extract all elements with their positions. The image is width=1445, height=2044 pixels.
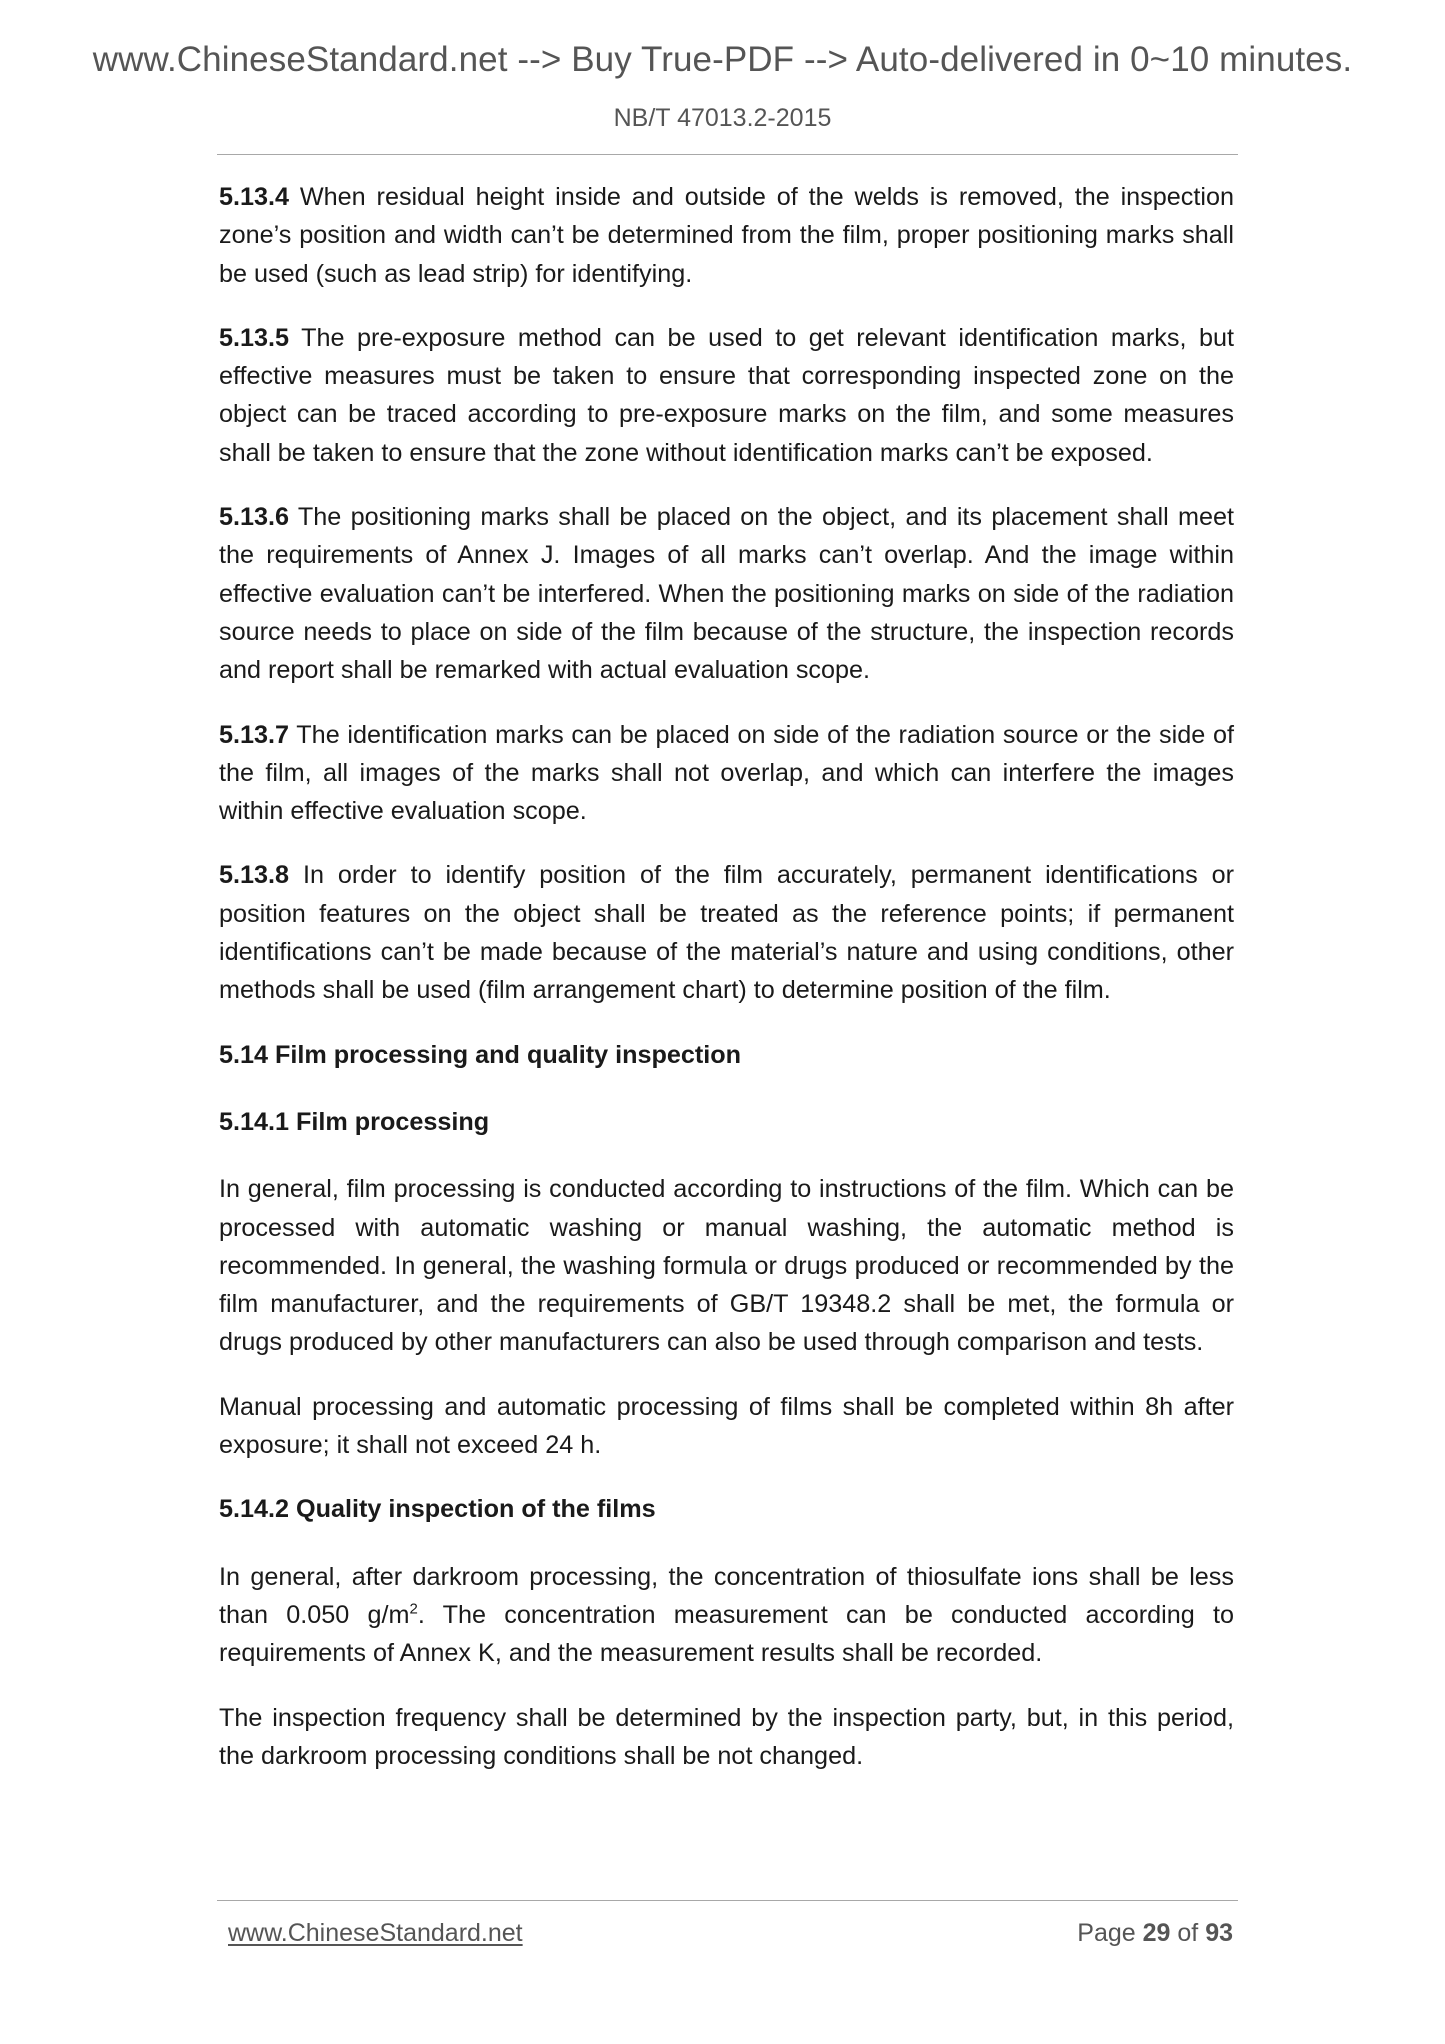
page-label: Page [1077,1919,1136,1947]
quality-inspection-paragraph-1 [219,1558,1234,1673]
quality-text-before: In general, after darkroom processing, the concentration of thiosulfate ions shall be less than 0.050 g/m [219,1562,1234,1629]
clause-text: When residual height inside and outside of the welds is removed, the inspection zone’s position and width can’t be determined from the film, proper positioning marks shall be used (such as lead strip) for identifying. [219,183,1234,288]
site-banner: www.ChineseStandard.net --> Buy True-PDF --> Auto-delivered in 0~10 minutes. [92,40,1353,79]
section-heading-5-14: 5.14 Film processing and quality inspection [219,1040,742,1069]
standard-number: NB/T 47013.2-2015 [613,104,832,132]
quality-text-after: . The concentration measurement can be conducted according to requirements of Annex K, and the measurement results shall be recorded. [219,1600,1234,1668]
clause-5-13-5 [219,319,1234,472]
film-processing-paragraph-1: In general, film processing is conducted according to instructions of the film. Which can be processed with automatic washing or manual washing, the automatic method is recommended. In general, the washing formula or drugs produced or recommended by the film manufacturer, and the requirements of GB/T 19348.2 shall be met, the formula or drugs produced by other manufacturers can also be used through comparison and tests. [219,1175,1234,1357]
clause-number: 5.13.4 [219,183,290,211]
clause-5-13-8 [219,856,1234,1009]
document-body [219,178,1234,1801]
clause-5-13-7 [219,716,1234,831]
clause-number: 5.13.7 [219,720,290,749]
clause-text: The identification marks can be placed on side of the radiation source or the side of the film, all images of the marks shall not overlap, and which can interfere the images within effective evaluation scope. [219,720,1234,826]
section-heading-5-14-1: 5.14.1 Film processing [219,1107,490,1136]
page-total: 93 [1205,1919,1233,1947]
clause-number: 5.13.5 [219,323,290,352]
clause-number: 5.13.6 [219,503,290,532]
header-divider [217,154,1238,155]
quality-inspection-paragraph-2: The inspection frequency shall be determined by the inspection party, but, in this period, the darkroom processing conditions shall be not changed. [219,1703,1234,1770]
footer-site-link[interactable]: www.ChineseStandard.net [228,1919,523,1947]
clause-5-13-6 [219,498,1234,689]
unit-exponent: 2 [409,1600,418,1618]
clause-text: In order to identify position of the film accurately, permanent identifications or position features on the object shall be treated as the reference points; if permanent identifications can’t be made because of the material’s nature and using conditions, other methods shall be used (film arrangement chart) to determine position of the film. [219,861,1234,1005]
page-current: 29 [1142,1919,1171,1947]
clause-text: The pre-exposure method can be used to get relevant identification marks, but effective measures must be taken to ensure that corresponding inspected zone on the object can be traced according to pre-exposure marks on the film, and some measures shall be taken to ensure that the zone without identification marks can’t be exposed. [219,323,1234,467]
clause-number: 5.13.8 [219,861,290,890]
footer-divider [217,1900,1238,1901]
page-of-label: of [1177,1919,1199,1947]
section-heading-5-14-2: 5.14.2 Quality inspection of the films [219,1495,656,1524]
page-indicator [1077,1919,1233,1948]
film-processing-paragraph-2: Manual processing and automatic processing of films shall be completed within 8h after exposure; it shall not exceed 24 h. [219,1392,1234,1460]
clause-5-13-4 [219,178,1234,293]
clause-text: The positioning marks shall be placed on the object, and its placement shall meet the requirements of Annex J. Images of all marks can’t overlap. And the image within effective evaluation can’t be interfered. When the positioning marks on side of the radiation source needs to place on side of the film because of the structure, the inspection records and report shall be remarked with actual evaluation scope. [219,503,1234,685]
